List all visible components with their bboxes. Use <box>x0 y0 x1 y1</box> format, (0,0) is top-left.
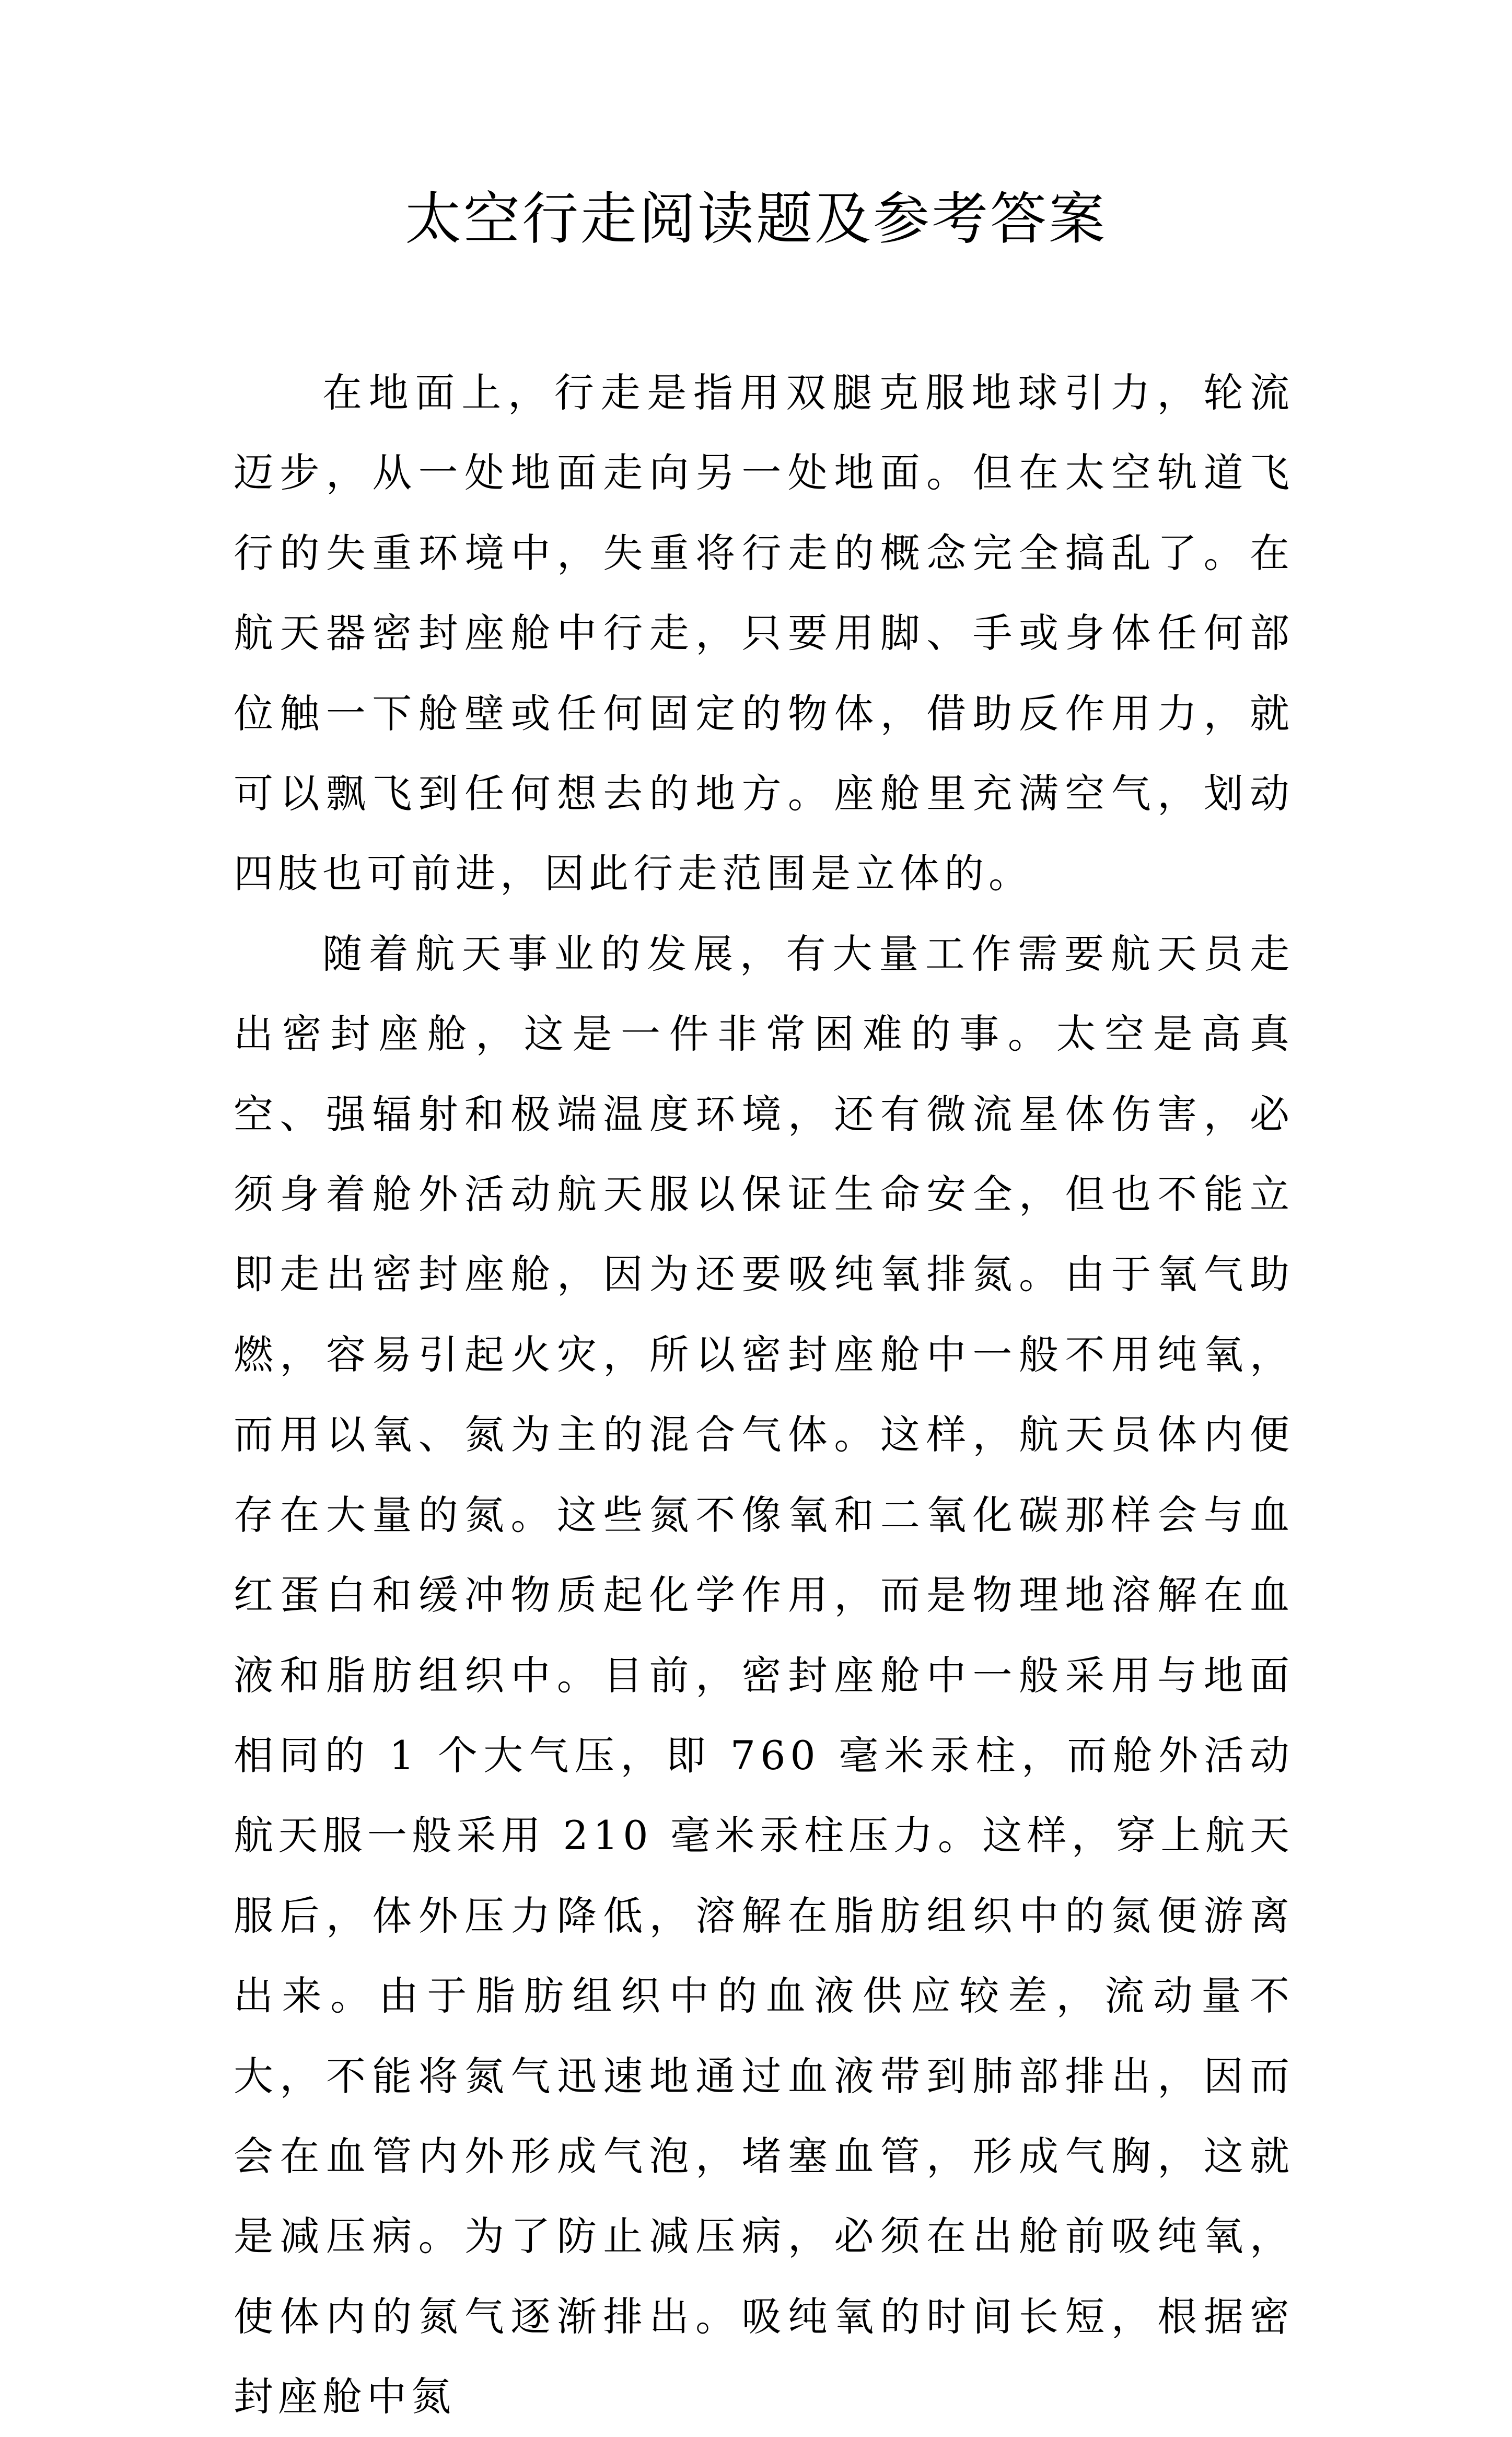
paragraph-1: 在地面上，行走是指用双腿克服地球引力，轮流迈步，从一处地面走向另一处地面。但在太空轨道飞行的失重环境中，失重将行走的概念完全搞乱了。在航天器密封座舱中行走，只要用脚、手或身体任何部位触一下舱壁或任何固定的物体，借助反作用力，就可以飘飞到任何想去的地方。座舱里充满空气，划动四肢也可前进，因此行走范围是立体的。 <box>234 369 1294 897</box>
document-body <box>234 353 1294 2437</box>
paragraph-2: 随着航天事业的发展，有大量工作需要航天员走出密封座舱，这是一件非常困难的事。太空是高真空、强辐射和极端温度环境，还有微流星体伤害，必须身着舱外活动航天服以保证生命安全，但也不能立即走出密封座舱，因为还要吸纯氧排氮。由于氧气助燃，容易引起火灾，所以密封座舱中一般不用纯氧，而用以氧、氮为主的混合气体。这样，航天员体内便存在大量的氮。这些氮不像氧和二氧化碳那样会与血红蛋白和缓冲物质起化学作用，而是物理地溶解在血液和脂肪组织中。目前，密封座舱中一般采用与地面相同的 1 个大气压，即 760 毫米汞柱，而舱外活动航天服一般采用 210 毫米汞柱压力。这样，穿上航天服后，体外压力降低，溶解在脂肪组织中的氮便游离出来。由于脂肪组织中的血液供应较差，流动量不大，不能将氮气迅速地通过血液带到肺部排出，因而会在血管内外形成气泡，堵塞血管，形成气胸，这就是减压病。为了防止减压病，必须在出舱前吸纯氧，使体内的氮气逐渐排出。吸纯氧的时间长短，根据密封座舱中氮 <box>234 930 1294 2420</box>
document-title: 太空行走阅读题及参考答案 <box>404 187 1107 252</box>
